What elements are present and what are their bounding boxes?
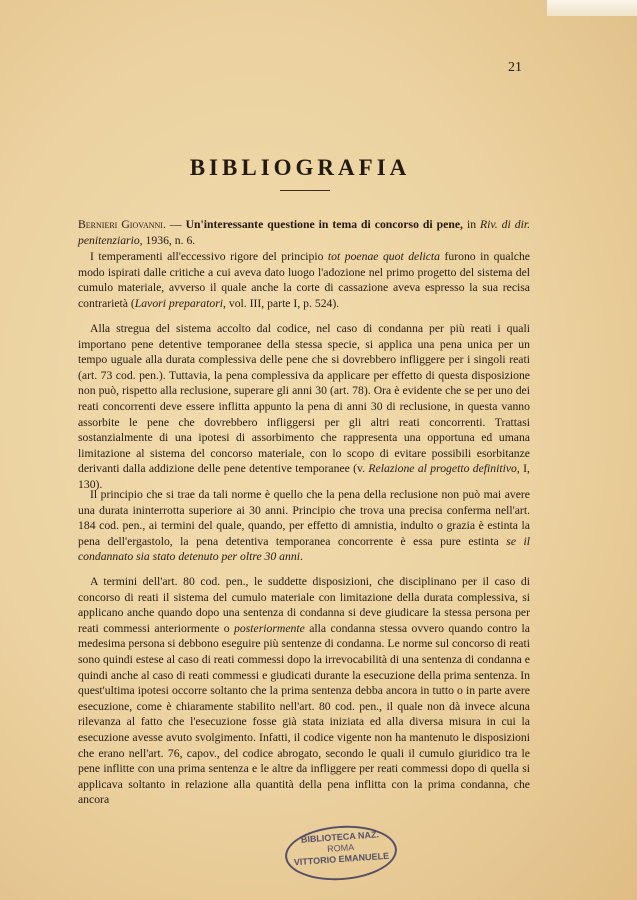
text-run: Il principio che si trae da tali norme è quello che la pena della reclusione non può mai avere una durata ininterrotta superiore ai 30 anni. Principio che trova una precisa conferma nell'art. 184 cod. pen., ai termini del quale, quando, per effetto di amnistia, indulto o grazia è estinta la pena dell'ergastolo, la pena detentiva temporanea concorrente è essa pure estinta — [78, 488, 530, 548]
text-run: furono in qualche modo ispirati dalle critiche a cui aveva dato luogo l'adozione nel primo progetto del sistema del cumulo materiale, avverso il quale anche la corte di cassazione aveva espresso la sua recisa contrarietà ( — [78, 250, 530, 310]
entry-separator: . — — [162, 218, 186, 231]
text-run-italic: posteriormente — [234, 621, 305, 635]
paragraph-temperamenti — [78, 249, 530, 311]
entry-author: Bernieri Giovanni — [78, 218, 163, 231]
entry-year: 1936, n. 6. — [145, 233, 196, 247]
text-run-italic: Lavori preparatori — [134, 296, 223, 310]
text-run-italic: tot poenae quot delicta — [327, 250, 440, 263]
paragraph-principio — [78, 487, 530, 565]
paragraph-a-termini — [78, 574, 530, 808]
stamp-line-city: ROMA — [326, 842, 355, 854]
text-run: alla condanna stessa ovvero quando contro la medesima persona si debbono eseguire più sentenze di condanna. Le norme sul concorso di reati sono quindi estese al caso di reati commessi dopo la irrevocabilità di una sentenza di condanna e quindi anche al caso di reati commessi e giudicati durante la esecuzione della prima sentenza. In quest'ultima ipotesi occorre soltanto che la prima sentenza debba ancora in tutto o in parte avere esecuzione, come è chiaramente stabilito nell'art. 80 cod. pen., il quale non dà invece alcuna rilevanza al fatto che l'esecuzione fosse già stata iniziata ed alla diversa misura in cui la esecuzione avesse avuto svolgimento. Infatti, il codice vigente non ha mantenuto le disposizioni che erano nell'art. 76, capov., del codice abrogato, secondo le quali il cumulo giuridico tra le pene inflitte con una prima sentenza e le altre da infliggere per reati commessi dopo di quella si applicava soltanto in relazione alla quantità della pena inflitta con la prima condanna, che ancora — [78, 621, 530, 807]
entry-in-label: in — [466, 218, 477, 231]
text-run: A termini dell'art. 80 cod. pen., le suddette disposizioni, che disciplinano per il caso di concorso di reati il sistema del cumulo materiale con limitazione della durata complessiva, si applicano anche quando dopo una sentenza di condanna si deve giudicare la stessa persona per reati commessi anteriormente o — [78, 575, 530, 635]
library-stamp — [283, 822, 398, 884]
text-run: Alla stregua del sistema accolto dal codice, nel caso di condanna per più reati i quali importano pene detentive temporanee della stessa specie, si applica una pena unica per un tempo uguale alla durata complessiva delle pene che si dovrebbero infliggere per i singoli reati (art. 73 cod. pen.). Tuttavia, la pena complessiva da applicare per effetto di questa disposizione non può, rispetto alla reclusione, superare gli anni 30 (art. 78). Ora è evidente che se per uno dei reati concorrenti deve essere inflitta appunto la pena di anni 30 di reclusione, in questa vanno assorbite le pene che dovrebbero infliggersi per gli altri reati concorrenti. Trattasi sostanzialmente di una ipotesi di assorbimento che rappresenta una opportuna ed umana limitazione al sistema del concorso materiale, con lo scopo di evitare possibili esorbitanze derivanti dalla addizione delle pene detentive temporanee (v. — [78, 322, 530, 476]
entry-journal: Riv. di dir. penitenziario, — [78, 218, 531, 247]
page-corner-edge — [547, 0, 637, 16]
page-number: 21 — [508, 60, 522, 75]
title-rule — [280, 190, 330, 191]
paragraph-alla-stregua — [78, 321, 530, 493]
text-run: . — [299, 550, 303, 564]
text-run: , I, 130). — [78, 462, 530, 491]
text-run: I temperamenti all'eccessivo rigore del principio — [90, 250, 328, 263]
text-run: , vol. III, parte I, p. 524). — [223, 296, 340, 310]
text-run-italic: Relazione al progetto definitivo — [368, 462, 517, 476]
text-run-italic: se il condannato sia stato detenuto per oltre 30 anni — [78, 534, 530, 564]
section-title: BIBLIOGRAFIA — [189, 155, 411, 180]
bibliography-entry — [78, 217, 530, 248]
stamp-line-name: VITTORIO EMANUELE — [293, 850, 390, 868]
stamp-line-library: BIBLIOTECA NAZ. — [300, 829, 380, 845]
entry-article-title: Un'interessante questione in tema di concorso di pene, — [185, 218, 463, 231]
